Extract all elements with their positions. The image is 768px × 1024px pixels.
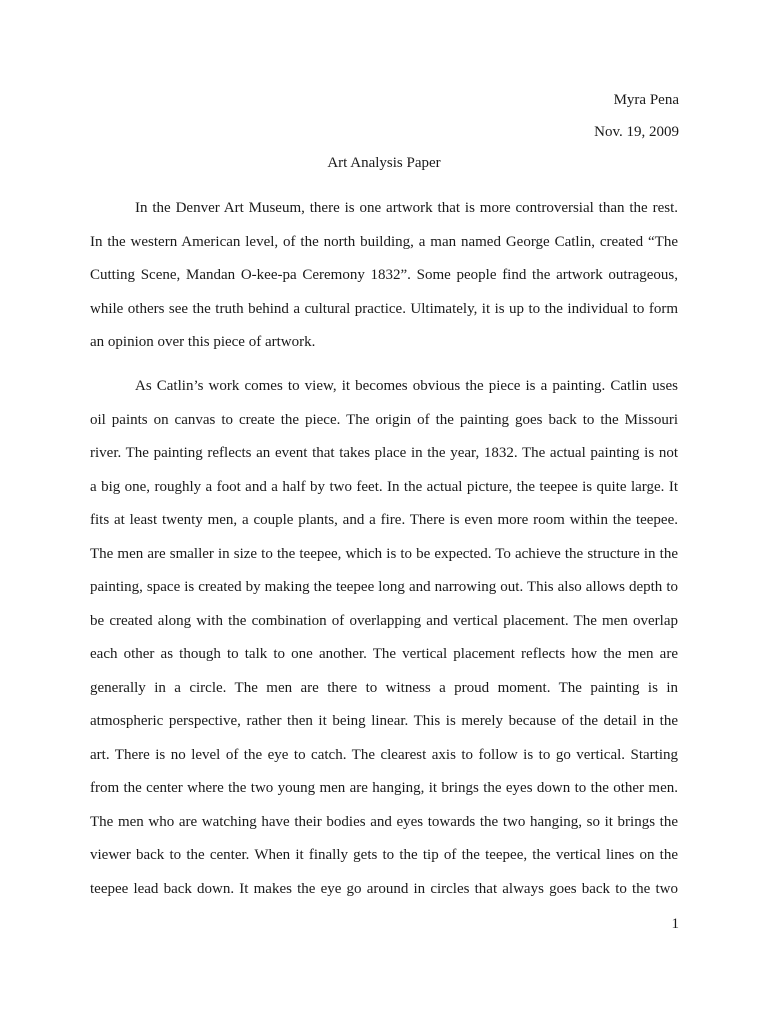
paragraph-line: In the Denver Art Museum, there is one artwork that is more controversial than the rest.	[135, 200, 678, 216]
paper-title: Art Analysis Paper	[327, 155, 441, 171]
paragraph-line: teepee lead back down. It makes the eye go around in circles that always goes back to the two	[90, 880, 678, 897]
page-number: 1	[671, 916, 679, 932]
paragraph-line: generally in a circle. The men are there to witness a proud moment. The painting is in	[90, 679, 678, 696]
paragraph-line: painting, space is created by making the teepee long and narrowing out. This also allows depth to	[90, 579, 678, 595]
paragraph-1	[90, 192, 678, 360]
paragraph-line: As Catlin’s work comes to view, it becomes obvious the piece is a painting. Catlin uses	[135, 378, 678, 394]
paragraph-line: In the western American level, of the north building, a man named George Catlin, created “The	[90, 233, 678, 250]
paragraph-line: each other as though to talk to one another. The vertical placement reflects how the men are	[90, 646, 678, 662]
paragraph-line: oil paints on canvas to create the piece. The origin of the painting goes back to the Missouri	[90, 411, 678, 428]
paragraph-line: atmospheric perspective, rather then it being linear. This is merely because of the detail in the	[90, 713, 678, 729]
paragraph-line: viewer back to the center. When it finally gets to the tip of the teepee, the vertical lines on the	[90, 847, 678, 863]
paragraph-line: fits at least twenty men, a couple plants, and a fire. There is even more room within the teepee.	[90, 512, 678, 528]
paragraph-line: The men who are watching have their bodies and eyes towards the two hanging, so it brings the	[90, 813, 678, 830]
paragraph-line: a big one, roughly a foot and a half by two feet. In the actual picture, the teepee is quite large. It	[90, 478, 678, 495]
paragraph-line: art. There is no level of the eye to catch. The clearest axis to follow is to go vertical. Starting	[90, 746, 678, 763]
paragraph-line: from the center where the two young men are hanging, it brings the eyes down to the other men.	[90, 780, 678, 796]
paragraph-line: be created along with the combination of overlapping and vertical placement. The men overlap	[90, 612, 678, 629]
document-date: Nov. 19, 2009	[594, 124, 679, 140]
paragraph-2	[90, 370, 678, 906]
paragraph-line: while others see the truth behind a cultural practice. Ultimately, it is up to the individual to form	[90, 300, 678, 317]
author-name: Myra Pena	[613, 92, 679, 108]
paragraph-line: The men are smaller in size to the teepee, which is to be expected. To achieve the structure in the	[90, 545, 678, 562]
paragraph-line: an opinion over this piece of artwork.	[90, 334, 316, 350]
paragraph-line: Cutting Scene, Mandan O-kee-pa Ceremony 1832”. Some people find the artwork outrageous,	[90, 267, 678, 283]
paragraph-line: river. The painting reflects an event that takes place in the year, 1832. The actual painting is not	[90, 445, 678, 461]
